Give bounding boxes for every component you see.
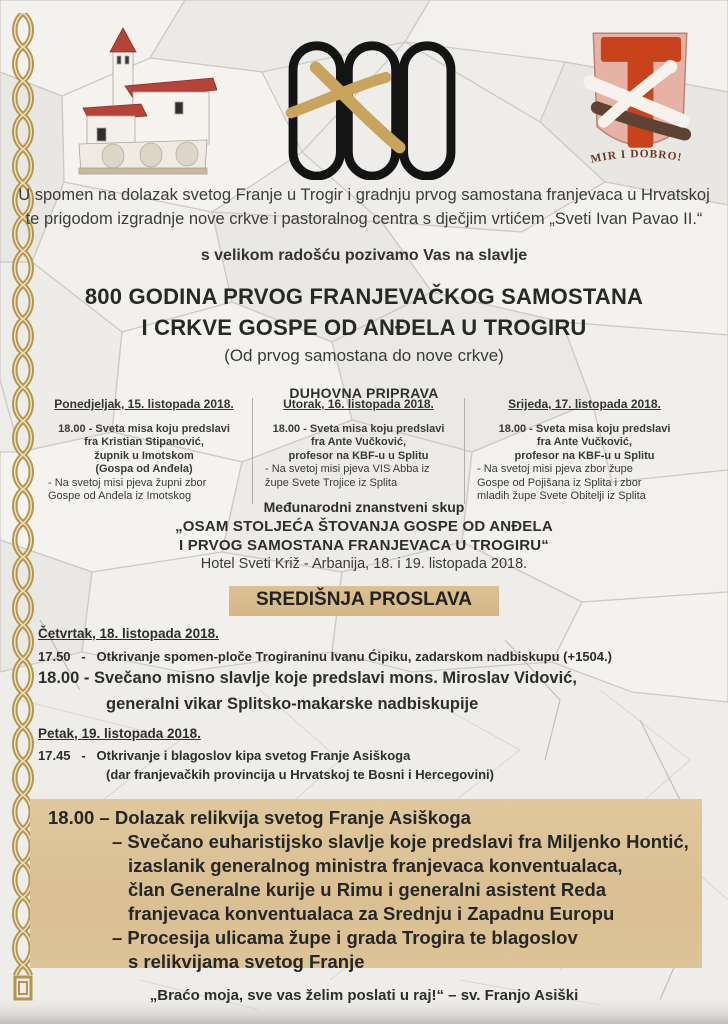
anniversary-800-logo [283, 28, 461, 180]
mass-line: 18.00 - Sveta misa koju predslavi [498, 422, 671, 435]
thursday-date: Četvrtak, 18. listopada 2018. [38, 626, 219, 641]
choir-line: - Na svetoj misi pjeva VIS Abba iz [265, 463, 430, 475]
main-title [0, 281, 728, 343]
choir-line: župe Svete Trojice iz Splita [265, 476, 398, 489]
day-date: Srijeda, 17. listopada 2018. [508, 397, 661, 411]
mass-line: fra Kristian Stipanović, [84, 436, 204, 448]
symposium-intro: Međunarodni znanstveni skup [263, 499, 465, 515]
franciscan-crest [578, 27, 702, 173]
central-celebration-banner [0, 586, 728, 616]
thursday-item-1800-line-1: 18.00 - Svečano misno slavlje koje predslavi mons. Miroslav Vidović, [38, 669, 577, 687]
highlight-programme-box [30, 799, 702, 972]
svg-text:MIR I DOBRO! [590, 148, 684, 166]
friday-date: Petak, 19. listopada 2018. [38, 726, 201, 741]
highlight-line: 18.00 – Dolazak relikvija svetog Franje Asiškoga [48, 807, 471, 828]
preparation-columns [36, 398, 704, 504]
preparation-day-monday [36, 398, 252, 504]
invitation-line: s velikom radošću pozivamo Vas na slavlje [200, 247, 528, 264]
day-date: Ponedjeljak, 15. listopada 2018. [54, 397, 234, 411]
closing-quote: „Braćo moja, sve vas želim poslati u raj!“ – sv. Franjo Asiški [149, 987, 579, 1004]
highlight-line: – Procesija ulicama župe i grada Trogira te blagoslov [112, 927, 578, 948]
main-subtitle: (Od prvog samostana do nove crkve) [224, 346, 504, 365]
banner-label: SREDIŠNJA PROSLAVA [229, 586, 499, 616]
main-title-line-2: I CRKVE GOSPE OD ANĐELA U TROGIRU [141, 315, 587, 340]
symposium-title-line-1: „OSAM STOLJEĆA ŠTOVANJA GOSPE OD ANĐELA [175, 518, 553, 535]
choir-line: - Na svetoj misi pjeva zbor župe [477, 463, 633, 475]
preparation-day-wednesday [464, 398, 704, 504]
highlight-line: s relikvijama svetog Franje [128, 951, 365, 972]
highlight-line: – Svečano euharistijsko slavlje koje predslavi fra Miljenko Hontić, [112, 831, 689, 852]
mass-line: (Gospa od Anđela) [95, 463, 193, 475]
intro-line-1: U spomen na dolazak svetog Franje u Trogir i gradnju prvog samostana franjevaca u Hrvatskoj [18, 186, 710, 204]
mass-line: profesor na KBF-u u Splitu [514, 449, 655, 462]
mass-line: 18.00 - Sveta misa koju predslavi [272, 422, 445, 435]
symposium-venue: Hotel Sveti Križ - Arbanija, 18. i 19. listopada 2018. [200, 556, 528, 572]
mass-line: fra Ante Vučković, [536, 436, 633, 448]
highlight-line: franjevaca konventualaca za Srednju i Zapadnu Europu [128, 903, 615, 924]
friday-item-1745-line-1: 17.45 - Otkrivanje i blagoslov kipa svetog Franje Asiškoga [38, 748, 411, 763]
choir-line: mladih župe Svete Obitelji iz Splita [477, 490, 646, 502]
highlight-line: član Generalne kurije u Rimu i generalni asistent Reda [128, 879, 607, 900]
intro-line-2: te prigodom izgradnje nove crkve i pastoralnog centra s dječjim vrtićem „Sveti Ivan Pavao II.“ [25, 210, 703, 228]
symposium-title-line-2: I PRVOG SAMOSTANA FRANJEVACA U TROGIRU“ [178, 537, 550, 554]
church-illustration [55, 26, 217, 176]
thursday-item-1750: 17.50 - Otkrivanje spomen-ploče Trogiraninu Ivanu Ćipiku, zadarskom nadbiskupu (+1504.) [38, 649, 612, 664]
crest-motto: MIR I DOBRO! [589, 148, 684, 166]
main-title-line-1: 800 GODINA PRVOG FRANJEVAČKOG SAMOSTANA [84, 284, 644, 309]
mass-line: župnik u Imotskom [94, 449, 194, 462]
day-date: Utorak, 16. listopada 2018. [283, 397, 434, 411]
mass-line: profesor na KBF-u u Splitu [288, 449, 429, 462]
mass-line: 18.00 - Sveta misa koju predslavi [58, 422, 230, 435]
friday-item-1745-line-2: (dar franjevačkih provincija u Hrvatskoj te Bosni i Hercegovini) [106, 767, 494, 782]
choir-line: - Na svetoj misi pjeva župni zbor [48, 476, 207, 489]
choir-line: Gospe od Pojišana iz Splita i zbor [477, 476, 642, 489]
mass-line: fra Ante Vučković, [310, 436, 407, 448]
intro-paragraph [0, 183, 728, 231]
highlight-line: izaslanik generalnog ministra franjevaca konventualaca, [128, 855, 623, 876]
preparation-day-tuesday [252, 398, 464, 504]
choir-line: Gospe od Anđela iz Imotskog [48, 490, 192, 502]
thursday-item-1800-line-2: generalni vikar Splitsko-makarske nadbiskupije [106, 695, 479, 713]
preparation-heading: DUHOVNA PRIPRAVA [289, 385, 439, 401]
